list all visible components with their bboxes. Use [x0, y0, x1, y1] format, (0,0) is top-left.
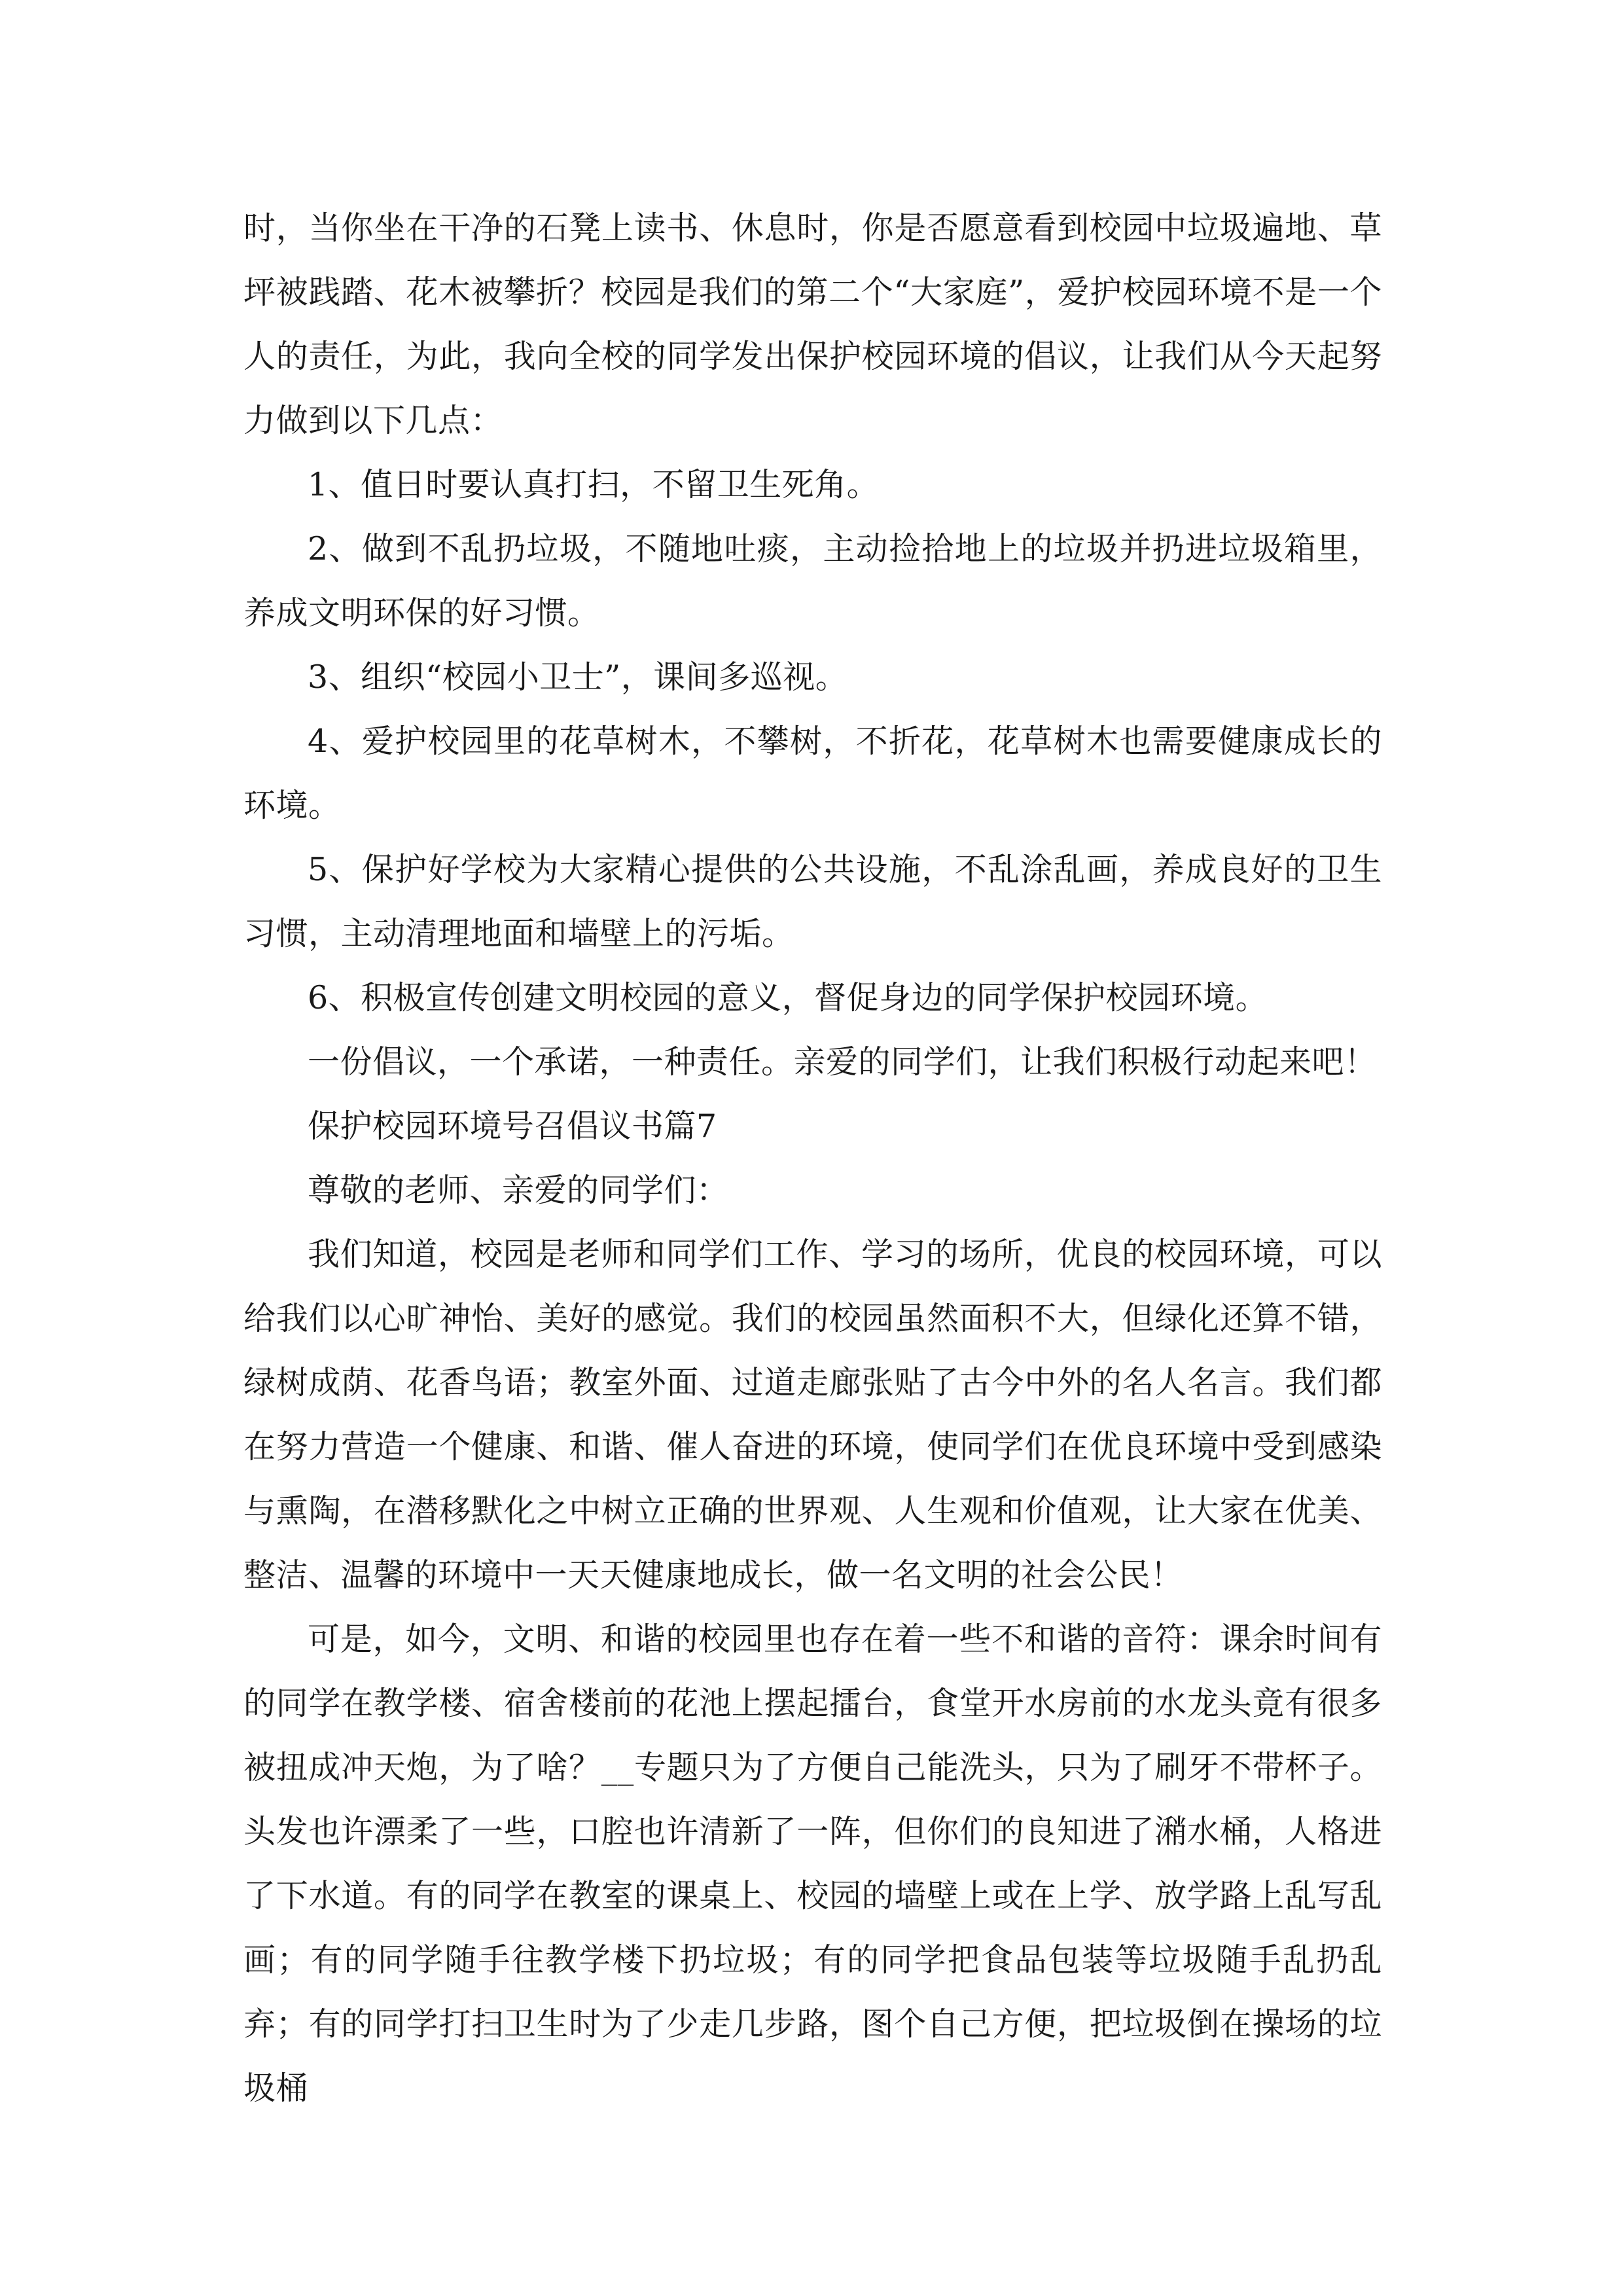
list-item: 2、做到不乱扔垃圾，不随地吐痰，主动捡拾地上的垃圾并扔进垃圾箱里，养成文明环保的好习惯。: [243, 530, 1382, 632]
salutation: 尊敬的老师、亲爱的同学们：: [308, 1172, 729, 1209]
section-title: 保护校园环境号召倡议书篇7: [308, 1107, 717, 1145]
paragraph: 一份倡议，一个承诺，一种责任。亲爱的同学们，让我们积极行动起来吧！: [308, 1043, 1377, 1081]
list-item: 3、组织“校园小卫士”，课间多巡视。: [308, 658, 848, 696]
list-item: 6、积极宣传创建文明校园的意义，督促身边的同学保护校园环境。: [308, 979, 1268, 1016]
list-item: 4、爱护校园里的花草树木，不攀树，不折花，花草树木也需要健康成长的环境。: [243, 723, 1382, 824]
document-body: [243, 196, 1382, 2121]
list-item: 5、保护好学校为大家精心提供的公共设施，不乱涂乱画，养成良好的卫生习惯，主动清理地面和墙壁上的污垢。: [243, 851, 1382, 952]
paragraph: 我们知道，校园是老师和同学们工作、学习的场所，优良的校园环境，可以给我们以心旷神怡、美好的感觉。我们的校园虽然面积不大，但绿化还算不错，绿树成荫、花香鸟语；教室外面、过道走廊张贴了古今中外的名人名言。我们都在努力营造一个健康、和谐、催人奋进的环境，使同学们在优良环境中受到感染与熏陶，在潜移默化之中树立正确的世界观、人生观和价值观，让大家在优美、整洁、温馨的环境中一天天健康地成长，做一名文明的社会公民！: [243, 1236, 1382, 1594]
paragraph: 时，当你坐在干净的石凳上读书、休息时，你是否愿意看到校园中垃圾遍地、草坪被践踏、花木被攀折？校园是我们的第二个“大家庭”，爱护校园环境不是一个人的责任，为此，我向全校的同学发出保护校园环境的倡议，让我们从今天起努力做到以下几点：: [243, 209, 1382, 439]
list-item: 1、值日时要认真打扫，不留卫生死角。: [308, 466, 880, 503]
paragraph: 可是，如今，文明、和谐的校园里也存在着一些不和谐的音符：课余时间有的同学在教学楼、宿舍楼前的花池上摆起擂台，食堂开水房前的水龙头竟有很多被扭成冲天炮，为了啥？__专题只为了方便自己能洗头，只为了刷牙不带杯子。头发也许漂柔了一些，口腔也许清新了一阵，但你们的良知进了潲水桶，人格进了下水道。有的同学在教室的课桌上、校园的墙壁上或在上学、放学路上乱写乱画；有的同学随手往教学楼下扔垃圾；有的同学把食品包装等垃圾随手乱扔乱弃；有的同学打扫卫生时为了少走几步路，图个自己方便，把垃圾倒在操场的垃圾桶: [243, 1621, 1382, 2107]
